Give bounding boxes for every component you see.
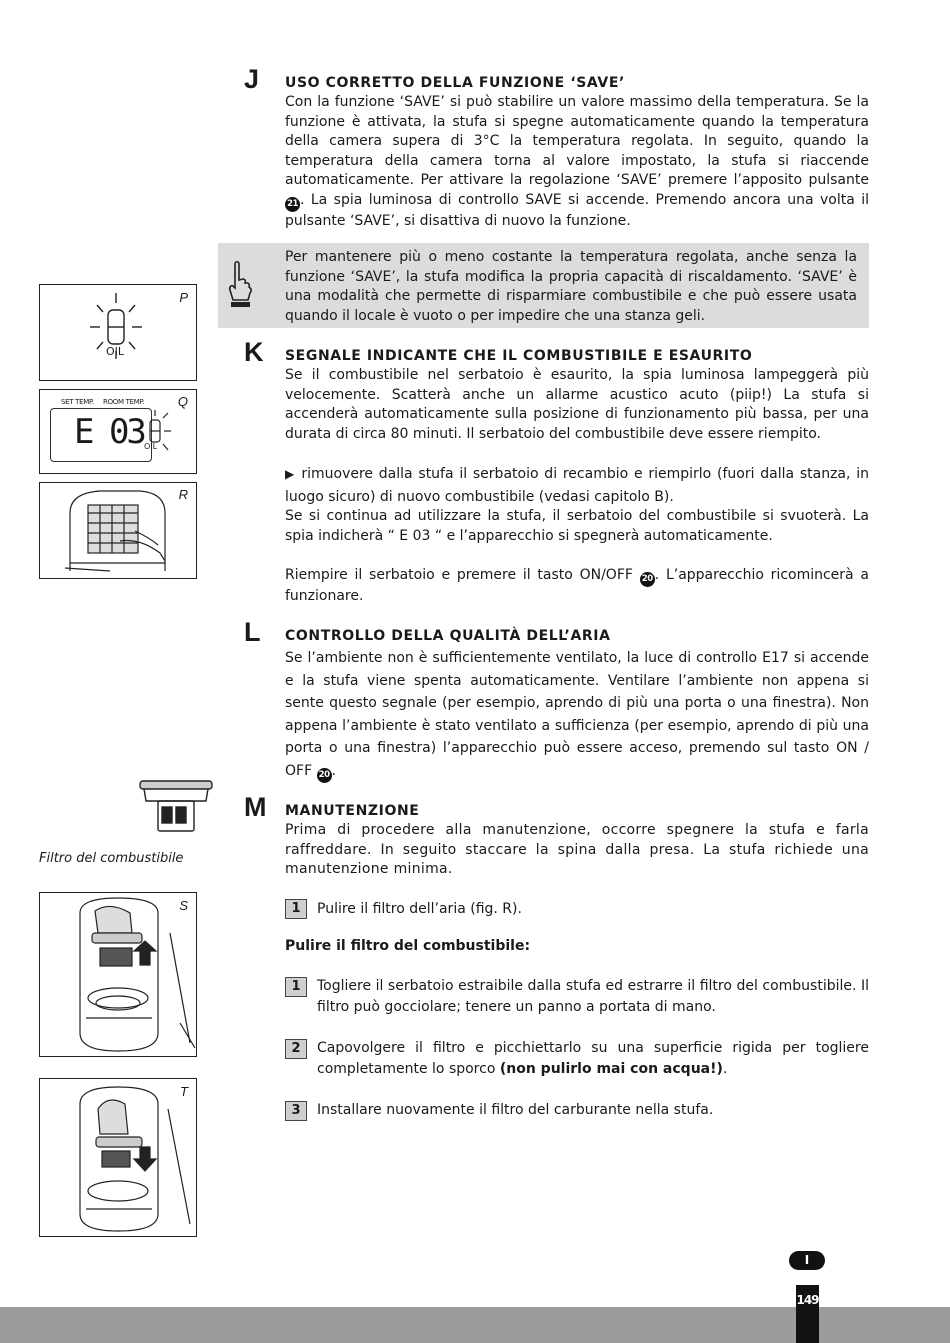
step-text: Togliere il serbatoio estraibile dalla stufa ed estrarre il filtro del combustibile. Il filtro può gocciolare; tenere un panno a portata di mano. [317,978,869,1015]
step-text: Pulire il filtro dell’aria (fig. R). [317,901,522,917]
section-text-k-2: Se si continua ad utilizzare la stufa, il serbatoio del combustibile si svuoterà. La spia indicherà “ E 03 “ e l’apparecchio si spegnerà automaticamente. [285,508,869,544]
note-text: Per mantenere più o meno costante la temperatura regolata, anche senza la funzione ‘SAVE’, la stufa modifica la propria capacità di riscaldamento. ‘SAVE’ è una modalità che permette di risparmiare combustibile e che può essere usata quando il locale è vuoto o per impedire che una stanza geli. [285,249,857,324]
room-temp-label: ROOM TEMP. [103,398,145,406]
step-2 [285,1038,869,1080]
section-text-j-part2: . La spia luminosa di controllo SAVE si accende. Premendo ancora una volta il pulsante ‘SAVE’, si disattiva di nuovo la funzione. [285,191,869,229]
figure-letter: T [180,1084,188,1099]
figure-letter: P [179,290,188,305]
step-3 [285,1100,869,1121]
error-code-display: E 03 [74,412,144,452]
step-text-bold: (non pulirlo mai con acqua!) [499,1061,723,1077]
language-badge: I [789,1251,825,1270]
oil-lamp-icon [40,285,196,380]
section-title-m: MANUTENZIONE [285,803,420,819]
section-letter-m: M [244,792,267,822]
oil-label: OIL [144,442,158,451]
section-text-l [285,647,869,783]
section-title-l: CONTROLLO DELLA QUALITÀ DELL’ARIA [285,628,611,644]
oil-label: OIL [106,345,125,358]
set-temp-label: SET TEMP. [61,398,94,406]
step-text: Installare nuovamente il filtro del carburante nella stufa. [317,1102,714,1118]
figure-q [39,389,197,474]
figure-t [39,1078,197,1237]
figure-s [39,892,197,1057]
section-title-j: USO CORRETTO DELLA FUNZIONE ‘SAVE’ [285,75,625,91]
section-text-l-part1: Se l’ambiente non è sufficientemente ventilato, la luce di controllo E17 si accende e la stufa viene spenta automaticamente. Ventilare l’ambiente non appena si sente questo segnale (per esempio, aprendo di più una porta o una finestra). Non appena l’ambiente è stato ventilato a sufficienza (per esempio, aprendo di più una porta o una finestra) l’apparecchio può essere acceso, premendo sul tasto ON / OFF [285,650,869,779]
page-number: 149 [796,1293,819,1307]
step-number: 1 [285,977,307,997]
section-text-j-part1: Con la funzione ‘SAVE’ si può stabilire un valore massimo della temperatura. Se la funzione è attivata, la stufa si spegne automaticamente quando la temperatura della camera supera di 3°C la temperatura regolata. In seguito, quando la temperatura della camera torna al valore impostato, la stufa si riaccende automaticamente. Per attivare la regolazione ‘SAVE’ premere l’apposito pulsante [285,94,869,189]
heater-air-filter-illustration [40,483,196,578]
section-letter-k: K [244,337,264,367]
filter-caption: Filtro del combustibile [39,851,184,866]
step-text [317,1038,869,1080]
ref-badge-20-l: 20 [317,768,332,783]
step-number: 3 [285,1101,307,1121]
bullet-k [285,463,869,508]
remove-filter-illustration [40,893,196,1056]
figure-letter: Q [177,394,188,409]
step-text-main: Capovolgere il filtro e picchiettarlo su una superficie rigida per togliere completamente lo sporco [317,1040,869,1077]
section-text-k-3a: Riempire il serbatoio e premere il tasto ON/OFF [285,567,633,583]
section-text-m: Prima di procedere alla manutenzione, occorre spegnere la stufa e farla raffreddare. In seguito staccare la spina dalla presa. La stufa richiede una manutenzione minima. [285,822,869,878]
figure-r [39,482,197,579]
step-number: 2 [285,1039,307,1059]
section-letter-j: J [244,64,260,94]
oil-lamp-icon [136,408,176,468]
ref-badge-20: 20 [640,572,655,587]
fuel-filter-illustration [138,779,214,835]
figure-p [39,284,197,381]
subheading-fuel-filter: Pulire il filtro del combustibile: [285,938,531,954]
bullet-marker: ▶ [285,467,296,481]
page-number-tab [796,1285,819,1343]
install-filter-illustration [40,1079,196,1236]
step-1 [285,976,869,1018]
step-number: 1 [285,899,307,919]
step-text-end: . [722,1061,728,1077]
pointing-hand-icon [224,260,254,310]
section-text-k: Se il combustibile nel serbatoio è esaurito, la spia luminosa lampeggerà più velocemente. Scatterà anche un allarme acustico acuto (piip!) La stufa si accenderà automaticamente sulla posizione di funzionamento più bassa, per una durata di circa 80 minuti. Il serbatoio del combustibile deve essere riempito. [285,367,869,442]
section-letter-l: L [244,617,261,647]
figure-letter: S [179,898,188,913]
section-text-j [285,93,869,232]
bullet-text: rimuovere dalla stufa il serbatoio di recambio e riempirlo (fuori dalla stanza, in luogo sicuro) di nuovo combustibile (vedasi capitolo B). [285,466,869,505]
section-title-k: SEGNALE INDICANTE CHE IL COMBUSTIBILE E ESAURITO [285,348,753,364]
section-text-k-3b: . L’apparecchio ricomincerà a funzionare. [285,567,869,604]
section-text-k-3 [285,566,869,607]
ref-badge-21: 21 [285,197,300,212]
figure-letter: R [178,487,188,502]
step-air-filter [285,899,869,920]
section-text-l-part2: . [331,762,337,779]
